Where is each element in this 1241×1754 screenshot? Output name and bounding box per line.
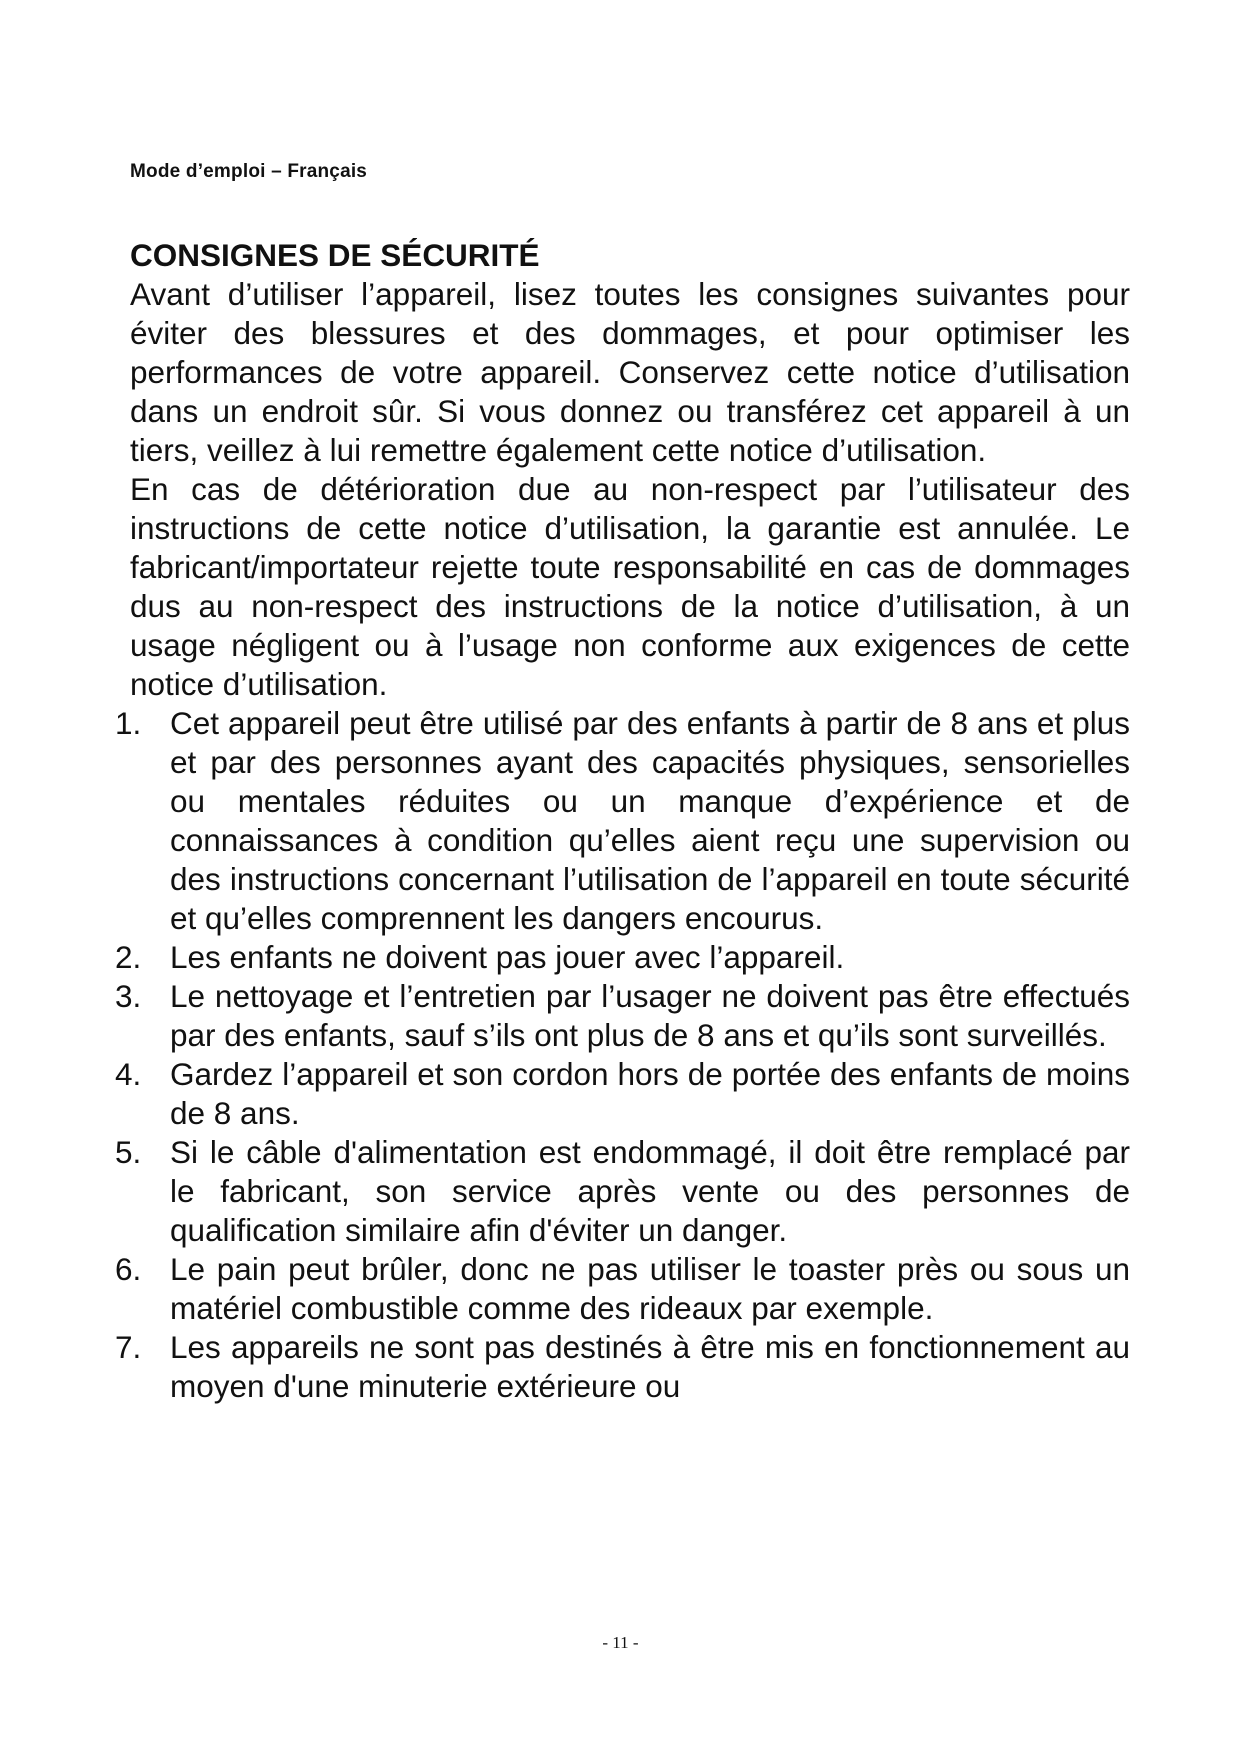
intro-paragraph-2: En cas de détérioration due au non-respect par l’utilisateur des instructions de cette notice d’utilisation, la garantie est annulée. Le fabricant/importateur rejette toute responsabilité en cas de dommages dus au non-respect des instructions de la notice d’utilisation, à un usage négligent ou à l’usage non conforme aux exigences de cette notice d’utilisation. xyxy=(130,471,1130,702)
running-header: Mode d’emploi – Français xyxy=(130,161,368,182)
list-item-text: Si le câble d'alimentation est endommagé, il doit être remplacé par le fabricant, son service après vente ou des personnes de qualification similaire afin d'éviter un danger. xyxy=(170,1134,1130,1248)
safety-instructions-list xyxy=(115,704,1130,1406)
page-number: - 11 - xyxy=(602,1633,639,1652)
list-item-number: 3. xyxy=(115,978,142,1014)
safety-section xyxy=(115,236,1130,1406)
list-item xyxy=(115,1055,1130,1133)
list-item-number: 1. xyxy=(115,705,142,741)
list-item-text: Cet appareil peut être utilisé par des enfants à partir de 8 ans et plus et par des personnes ayant des capacités physiques, sensorielles ou mentales réduites ou un manque d’expérience et de connaissances à condition qu’elles aient reçu une supervision ou des instructions concernant l’utilisation de l’appareil en toute sécurité et qu’elles comprennent les dangers encourus. xyxy=(170,705,1130,936)
list-item-number: 7. xyxy=(115,1329,142,1365)
list-item-number: 4. xyxy=(115,1056,142,1092)
list-item xyxy=(115,938,1130,977)
list-item xyxy=(115,977,1130,1055)
list-item-text: Le nettoyage et l’entretien par l’usager ne doivent pas être effectués par des enfants, sauf s’ils ont plus de 8 ans et qu’ils sont surveillés. xyxy=(170,978,1130,1053)
list-item xyxy=(115,704,1130,938)
list-item xyxy=(115,1328,1130,1406)
list-item-number: 5. xyxy=(115,1134,142,1170)
list-item xyxy=(115,1133,1130,1250)
list-item xyxy=(115,1250,1130,1328)
list-item-number: 6. xyxy=(115,1251,142,1287)
list-item-number: 2. xyxy=(115,939,142,975)
list-item-text: Gardez l’appareil et son cordon hors de portée des enfants de moins de 8 ans. xyxy=(170,1056,1130,1131)
list-item-text: Les enfants ne doivent pas jouer avec l’appareil. xyxy=(170,939,845,975)
intro-paragraph-1: Avant d’utiliser l’appareil, lisez toutes les consignes suivantes pour éviter des blessures et des dommages, et pour optimiser les performances de votre appareil. Conservez cette notice d’utilisation dans un endroit sûr. Si vous donnez ou transférez cet appareil à un tiers, veillez à lui remettre également cette notice d’utilisation. xyxy=(130,276,1130,468)
list-item-text: Le pain peut brûler, donc ne pas utiliser le toaster près ou sous un matériel combustible comme des rideaux par exemple. xyxy=(170,1251,1130,1326)
section-title: CONSIGNES DE SÉCURITÉ xyxy=(130,237,540,273)
list-item-text: Les appareils ne sont pas destinés à être mis en fonctionnement au moyen d'une minuterie extérieure ou xyxy=(170,1329,1130,1404)
